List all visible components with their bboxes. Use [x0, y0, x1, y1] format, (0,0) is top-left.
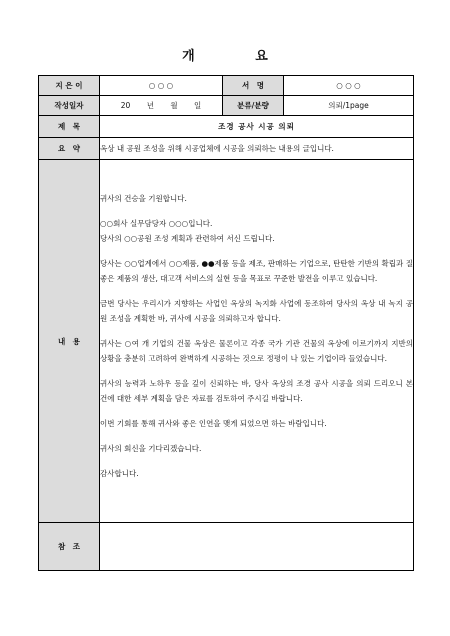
date-row [39, 96, 414, 116]
date-label: 작성일자 [39, 96, 100, 116]
reference-row [39, 523, 414, 571]
content-paragraph: 귀사의 회신을 기다리겠습니다. [100, 444, 202, 453]
content-paragraph: 당사는 ○○업계에서 ○○제품, ●●제품 등을 제조, 판매하는 기업으로, 탄탄한 기반의 확립과 질 좋은 제품의 생산, 대고객 서비스의 실현 등을 목표로 꾸준한 발전을 이루고 있습니다. [100, 259, 413, 283]
content-body[interactable] [100, 160, 414, 523]
content-row [39, 160, 414, 523]
subject-row [39, 116, 414, 138]
category-label: 분류/분량 [223, 96, 284, 116]
reference-label: 참 조 [39, 523, 100, 571]
author-label: 지 은 이 [39, 76, 100, 96]
overview-table [38, 75, 414, 571]
content-label: 내 용 [39, 160, 100, 523]
reference-value[interactable] [100, 523, 414, 571]
subject-value[interactable]: 조경 공사 시공 의뢰 [100, 116, 414, 138]
signature-label: 서 명 [223, 76, 284, 96]
category-value[interactable]: 의뢰/1page [284, 96, 414, 116]
signature-value[interactable]: ○ ○ ○ [284, 76, 414, 96]
date-value[interactable]: 20 년 월 일 [100, 96, 223, 116]
content-paragraph: 금번 당사는 우리시가 지향하는 사업인 옥상의 녹지화 사업에 동조하여 당사의 옥상 내 녹지 공원 조성을 계획한 바, 귀사에 시공을 의뢰하고자 합니다. [100, 299, 413, 323]
author-value[interactable]: ○ ○ ○ [100, 76, 223, 96]
content-paragraph: 귀사의 능력과 노하우 등을 깊이 신뢰하는 바, 당사 옥상의 조경 공사 시공을 의뢰 드리오니 본 건에 대한 세부 계획을 담은 자료를 검토하여 주시길 바랍니다. [100, 379, 413, 403]
page-title: 개 요 [182, 49, 296, 64]
summary-label: 요 약 [39, 138, 100, 160]
subject-label: 제 목 [39, 116, 100, 138]
content-paragraph: 귀사는 ○여 개 기업의 건물 옥상은 물론이고 각종 국가 기관 건물의 옥상에 이르기까지 지반의 상황을 충분히 고려하여 완벽하게 시공하는 것으로 정평이 나 있는 기업이라 들었습니다. [100, 339, 413, 363]
content-paragraph: 이번 기회를 통해 귀사와 좋은 인연을 맺게 되었으면 하는 바람입니다. [100, 419, 327, 428]
summary-row [39, 138, 414, 160]
content-paragraph: 귀사의 건승을 기원합니다. [100, 194, 187, 203]
author-row [39, 76, 414, 96]
summary-value[interactable]: 옥상 내 공원 조성을 위해 시공업체에 시공을 의뢰하는 내용의 글입니다. [100, 138, 414, 160]
content-paragraph: ○○회사 실무담당자 ○○○입니다. 당사의 ○○공원 조성 계획과 관련하여 서신 드립니다. [100, 219, 275, 243]
content-paragraph: 감사합니다. [100, 469, 139, 478]
